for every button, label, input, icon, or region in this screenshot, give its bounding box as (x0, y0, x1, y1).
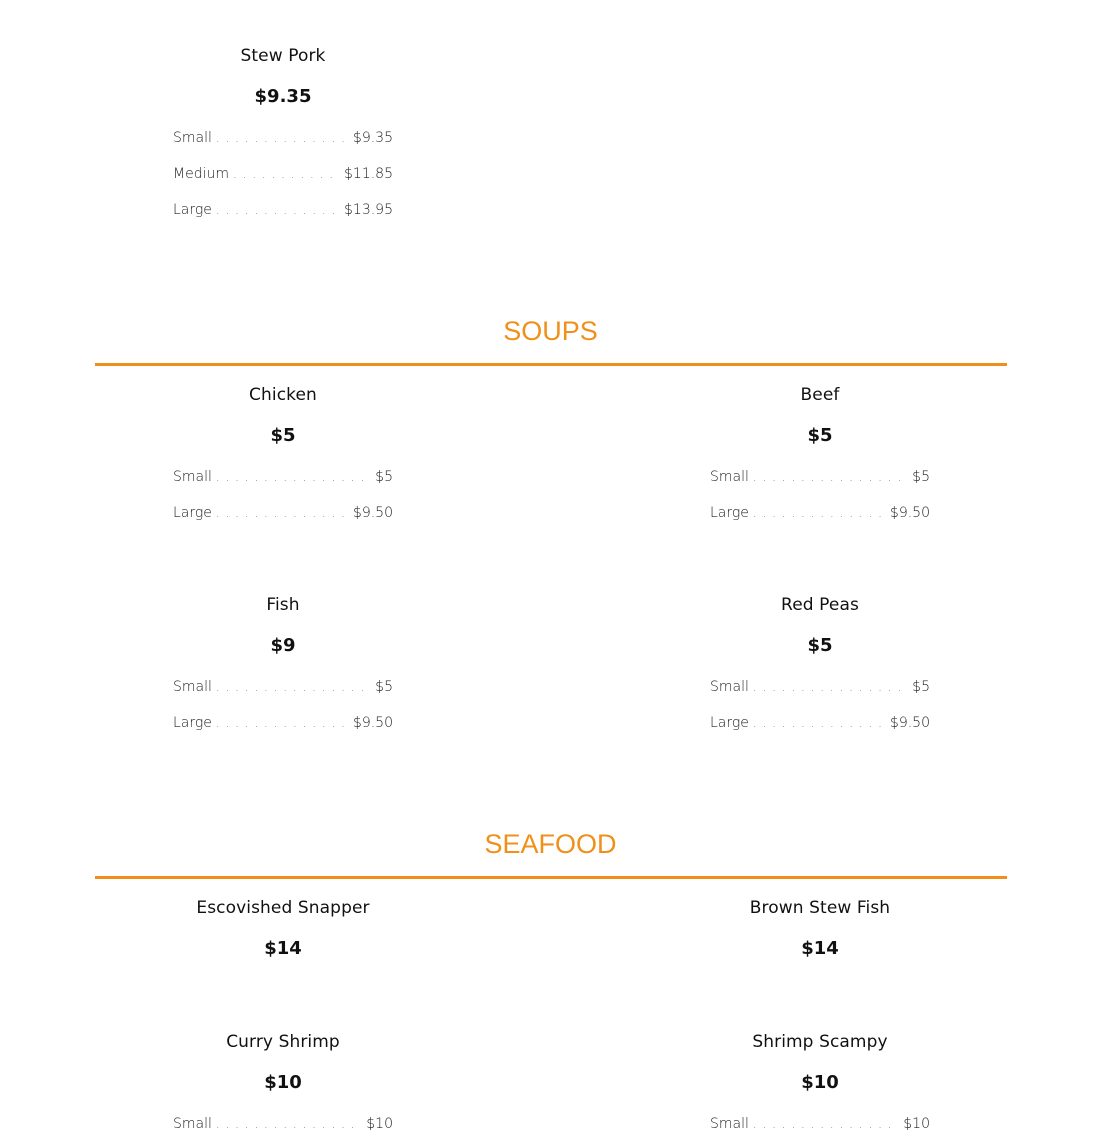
item-price: $14 (264, 938, 302, 959)
size-price: $10 (903, 1116, 930, 1132)
item-name: Shrimp Scampy (752, 1032, 888, 1052)
size-label: Large (710, 715, 749, 731)
size-row-large (173, 715, 393, 733)
item-name: Escovished Snapper (196, 898, 370, 918)
section-divider (95, 363, 1007, 366)
size-price: $9.50 (889, 505, 930, 521)
size-row-medium (173, 166, 393, 184)
size-label: Small (173, 1116, 212, 1132)
size-row-large (173, 505, 393, 523)
size-row-small (173, 130, 393, 148)
item-price: $5 (807, 635, 833, 656)
size-price: $10 (366, 1116, 393, 1132)
size-label: Small (173, 469, 212, 485)
dot-leader (216, 203, 340, 217)
item-price: $5 (270, 425, 296, 446)
dot-leader (753, 680, 908, 694)
size-row-large (710, 715, 930, 733)
item-price: $9.35 (254, 86, 312, 107)
dot-leader (216, 680, 371, 694)
item-price: $5 (807, 425, 833, 446)
size-label: Small (710, 469, 749, 485)
size-price: $5 (375, 679, 393, 695)
item-name: Chicken (249, 385, 317, 405)
item-name: Brown Stew Fish (749, 898, 891, 918)
size-label: Small (710, 1116, 749, 1132)
item-price: $10 (801, 1072, 839, 1093)
size-price: $5 (375, 469, 393, 485)
size-row-small (710, 1116, 930, 1134)
size-label: Large (173, 715, 212, 731)
dot-leader (216, 1117, 362, 1131)
item-price: $10 (264, 1072, 302, 1093)
dot-leader (216, 470, 371, 484)
dot-leader (753, 716, 886, 730)
size-price: $9.50 (352, 505, 393, 521)
dot-leader (216, 131, 349, 145)
size-price: $13.95 (344, 202, 393, 218)
item-name: Stew Pork (240, 46, 326, 66)
size-label: Small (173, 130, 212, 146)
dot-leader (216, 716, 349, 730)
item-price: $9 (270, 635, 296, 656)
item-price: $14 (801, 938, 839, 959)
item-name: Red Peas (781, 595, 859, 615)
size-label: Small (710, 679, 749, 695)
dot-leader (753, 1117, 899, 1131)
size-price: $9.50 (889, 715, 930, 731)
size-price: $9.35 (352, 130, 393, 146)
size-label: Large (173, 505, 212, 521)
item-name: Fish (266, 595, 300, 615)
size-price: $5 (912, 469, 930, 485)
section-divider (95, 876, 1007, 879)
size-label: Large (710, 505, 749, 521)
size-label: Large (173, 202, 212, 218)
size-row-small (173, 679, 393, 697)
size-price: $5 (912, 679, 930, 695)
dot-leader (233, 167, 340, 181)
item-name: Curry Shrimp (226, 1032, 340, 1052)
size-row-small (710, 679, 930, 697)
size-row-small (710, 469, 930, 487)
dot-leader (753, 506, 886, 520)
section-title-soups: SOUPS (503, 316, 598, 346)
size-label: Medium (173, 166, 229, 182)
size-price: $9.50 (352, 715, 393, 731)
section-title-seafood: SEAFOOD (484, 829, 617, 859)
size-row-large (710, 505, 930, 523)
dot-leader (216, 506, 349, 520)
size-row-small (173, 1116, 393, 1134)
size-label: Small (173, 679, 212, 695)
dot-leader (753, 470, 908, 484)
size-row-small (173, 469, 393, 487)
size-price: $11.85 (344, 166, 393, 182)
item-name: Beef (800, 385, 840, 405)
size-row-large (173, 202, 393, 220)
